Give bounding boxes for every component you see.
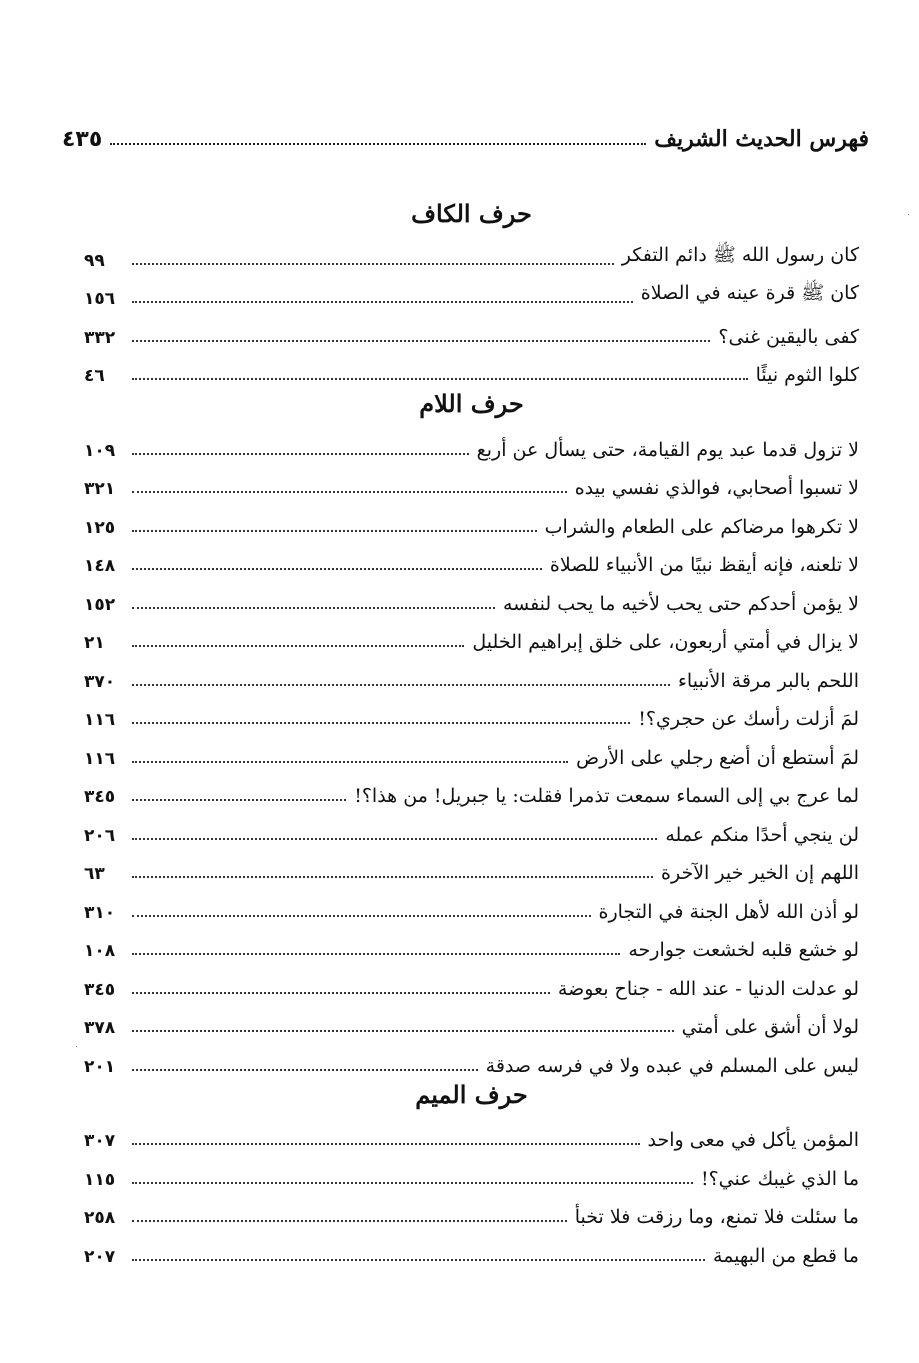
dot-leader [132,837,657,840]
hadith-text: لما عرج بي إلى السماء سمعت تذمرا فقلت: يا جبريل! من هذا؟! [354,785,859,807]
page-number: ٣٤٥ [84,979,116,1000]
hadith-text: لمَ أزلت رأسك عن حجري؟! [638,708,859,730]
index-entry [84,499,859,538]
dot-leader [132,262,614,265]
index-entry [84,1113,859,1152]
dot-leader [110,142,646,145]
page-number: ١١٦ [84,710,116,730]
page-number: ٣٧٠ [84,671,116,692]
index-entry [84,348,859,387]
index-entry [84,576,859,615]
page-number: ٢١ [84,633,105,653]
section-heading: حرف الكاف [411,199,532,228]
page-number: ٢٠١ [84,1056,116,1077]
page-number: ٦٣ [84,864,105,884]
index-entry [84,309,859,348]
hadith-text: كان ﷺ قرة عينه في الصلاة [640,282,859,304]
dot-leader [132,875,653,878]
index-entry [84,232,859,271]
index-entry [84,615,859,654]
hadith-text: لا تزول قدما عبد يوم القيامة، حتى يسأل عن أربع [476,438,859,461]
page-number: ٣٤٥ [84,787,116,807]
hadith-text: ليس على المسلم في عبده ولا في فرسه صدقة [485,1054,859,1077]
hadith-text: ما قطع من البهيمة [713,1244,859,1267]
running-header-page-number: ٤٣٥ [62,127,103,152]
dot-leader [132,377,748,380]
page-number: ١١٦ [84,748,116,769]
index-entry [84,1038,859,1077]
dot-leader [132,452,469,455]
index-entry [84,538,859,577]
hadith-text: كفى باليقين غنى؟ [718,325,859,348]
dot-leader [132,991,550,994]
index-entry [84,271,859,310]
hadith-text: ما سئلت فلا تمنع، وما رزقت فلا تخبأ [574,1206,859,1228]
hadith-text: لو خشع قلبه لخشعت جوارحه [628,939,859,961]
index-entry [84,692,859,731]
dot-leader [132,721,630,724]
dot-leader [132,339,710,342]
scan-speck [76,1046,77,1047]
page-number: ٣٧٨ [84,1018,116,1038]
page-number: ٢٠٧ [84,1246,116,1267]
hadith-index [84,196,859,1267]
dot-leader [132,683,670,686]
index-entry [84,923,859,962]
index-entry [84,461,859,500]
dot-leader [132,1142,640,1145]
index-entry [84,1000,859,1039]
dot-leader [132,1068,478,1071]
hadith-text: لا يزال في أمتي أربعون، على خلق إبراهيم الخليل [472,631,859,653]
hadith-text: لا تسبوا أصحابي، فوالذي نفسي بيده [574,477,859,499]
hadith-text: لو عدلت الدنيا - عند الله - جناح بعوضة [557,977,859,1000]
page-number: ٣٢١ [84,479,116,499]
hadith-text: ما الذي غيبك عني؟! [700,1167,859,1190]
hadith-text: لا تلعنه، فإنه أيقظ نبيًا من الأنبياء للصلاة [549,554,859,576]
page-number: ٣٣٢ [84,327,116,348]
section-heading: حرف الميم [415,1079,528,1109]
dot-leader [132,490,567,493]
section-heading: حرف اللام [419,389,524,418]
hadith-text: اللحم بالبر مرقة الأنبياء [678,669,859,692]
page-number: ١٥٢ [84,594,116,615]
hadith-text: لن ينجي أحدًا منكم عمله [665,823,859,846]
hadith-text: لولا أن أشق على أمتي [681,1016,859,1038]
dot-leader [132,1219,567,1222]
page-number: ١٥٦ [84,289,116,309]
page-number: ٣١٠ [84,902,116,923]
section-kaf [84,196,859,386]
page-number: ٣٠٧ [84,1131,116,1151]
index-entry [84,1228,859,1267]
hadith-text: المؤمن يأكل في معى واحد [647,1129,859,1151]
index-entry [84,653,859,692]
hadith-text: لو أذن الله لأهل الجنة في التجارة [598,900,859,923]
page-number: ٤٦ [84,366,105,386]
index-entry [84,422,859,461]
dot-leader [132,952,620,955]
dot-leader [132,1258,705,1261]
index-entry [84,1151,859,1190]
index-entry [84,846,859,885]
index-entry [84,769,859,808]
page-number: ١٠٩ [84,440,116,461]
page-number: ١١٥ [84,1169,116,1190]
page-number: ٢٥٨ [84,1208,116,1228]
dot-leader [132,606,495,609]
index-entry [84,730,859,769]
running-header-title: فهرس الحديث الشريف [654,126,869,152]
dot-leader [132,760,568,763]
hadith-text: لا يؤمن أحدكم حتى يحب لأخيه ما يحب لنفسه [502,592,859,615]
page-number: ١٢٥ [84,517,116,538]
dot-leader [132,300,633,303]
index-entry [84,884,859,923]
hadith-text: كان رسول الله ﷺ دائم التفكر [621,243,859,266]
dot-leader [132,1029,674,1032]
index-entry [84,807,859,846]
index-entry [84,961,859,1000]
dot-leader [132,529,537,532]
running-header [62,112,869,152]
hadith-text: لا تكرهوا مرضاكم على الطعام والشراب [544,515,859,538]
page-number: ١٠٨ [84,941,116,961]
section-lam [84,386,859,1077]
page-number: ٩٩ [84,250,105,271]
page-number: ٢٠٦ [84,825,116,846]
page-number: ١٤٨ [84,556,116,576]
dot-leader [132,1181,693,1184]
dot-leader [132,798,346,801]
dot-leader [132,567,542,570]
dot-leader [132,914,591,917]
hadith-text: اللهم إن الخير خير الآخرة [661,862,859,884]
scan-speck [908,214,909,215]
dot-leader [132,644,464,647]
index-entry [84,1190,859,1229]
hadith-text: كلوا الثوم نيئًا [755,364,859,386]
hadith-text: لمَ أستطع أن أضع رجلي على الأرض [576,746,859,769]
section-mim [84,1077,859,1267]
